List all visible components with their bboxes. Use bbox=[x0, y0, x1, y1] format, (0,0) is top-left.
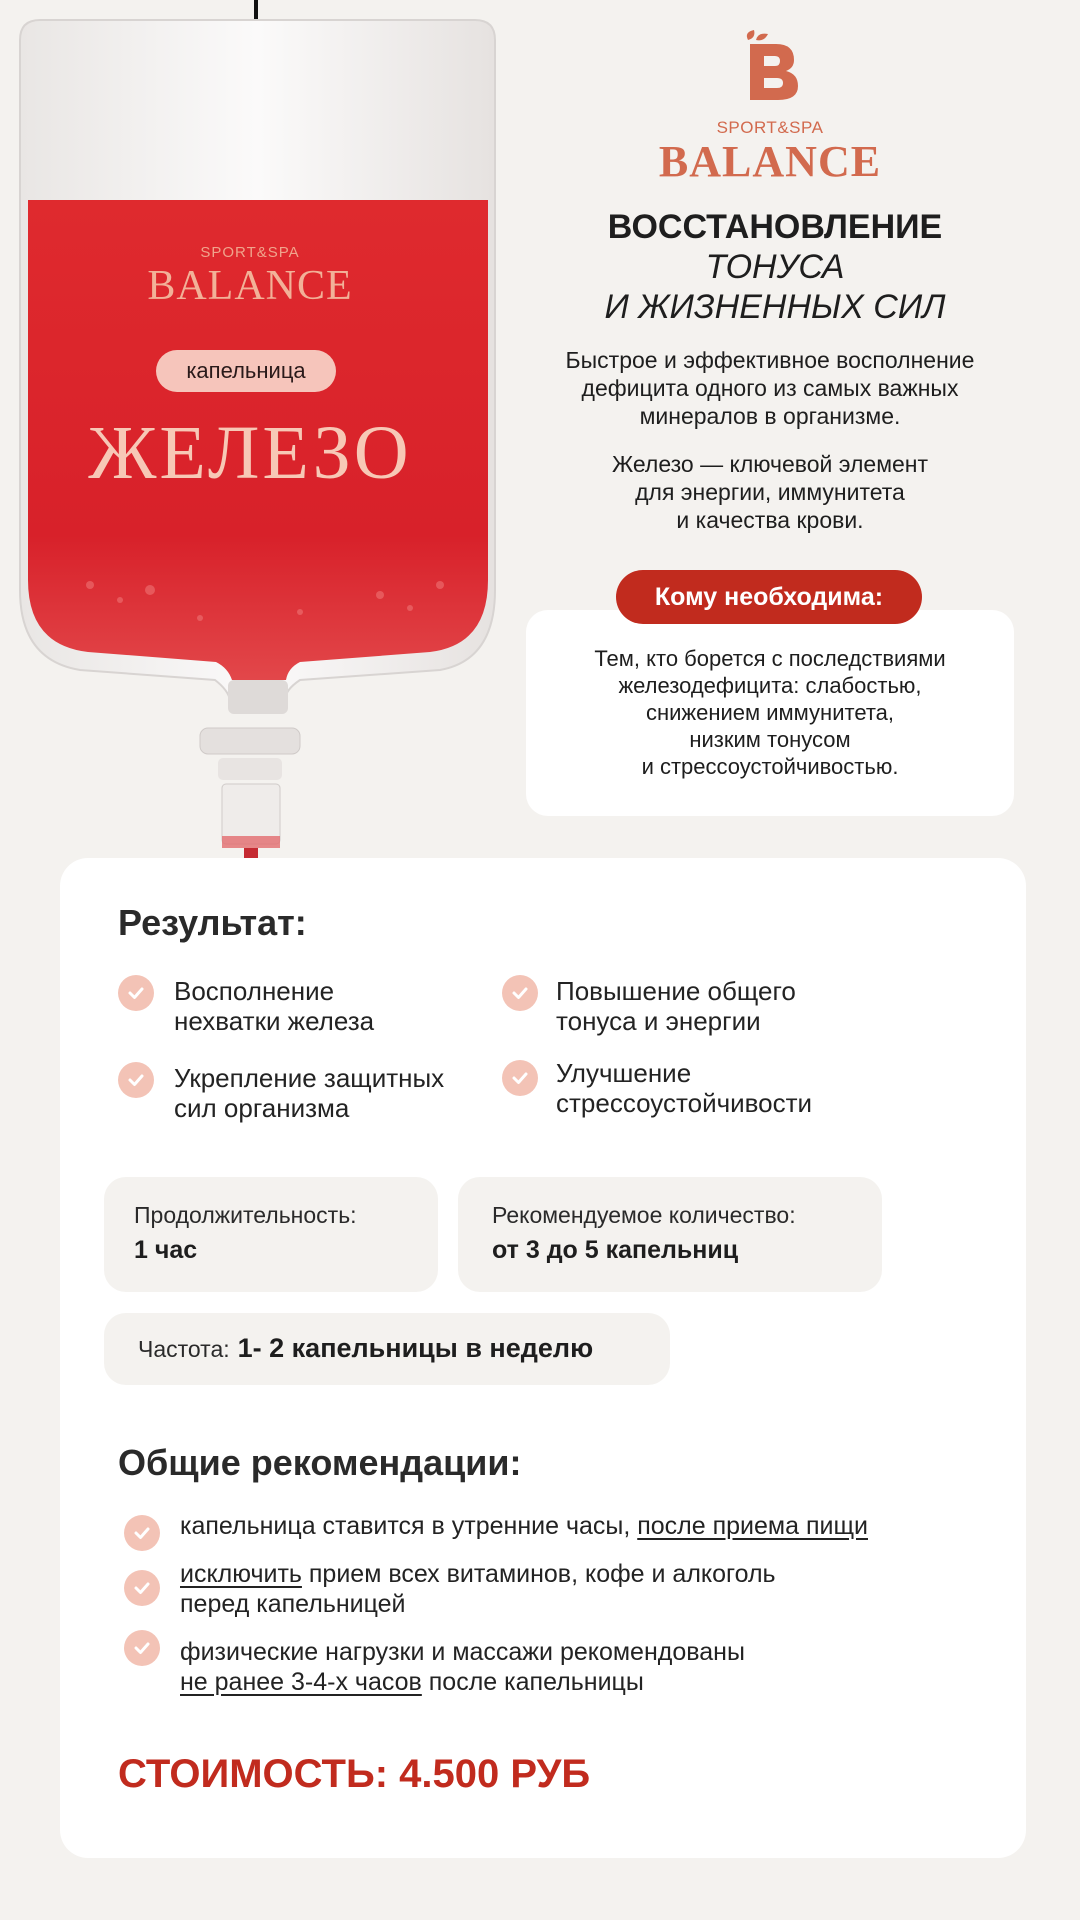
duration-value: 1 час bbox=[134, 1236, 198, 1264]
result-line: нехватки железа bbox=[174, 1006, 375, 1036]
rec-text: капельница ставится в утренние часы, bbox=[180, 1512, 638, 1540]
rec-emphasis: не ранее 3-4-х часов bbox=[180, 1668, 422, 1696]
frequency-value: 1- 2 капельницы в неделю bbox=[237, 1333, 594, 1363]
recommendation-item bbox=[180, 1559, 776, 1619]
result-line: стрессоустойчивости bbox=[556, 1088, 813, 1118]
lead-paragraph-2 bbox=[520, 450, 1020, 534]
result-item bbox=[556, 976, 796, 1036]
rec-emphasis: исключить bbox=[180, 1560, 302, 1588]
lead-2-line: для энергии, иммунитета bbox=[635, 479, 905, 505]
headline-line-2: ТОНУСА bbox=[705, 248, 845, 286]
count-value: от 3 до 5 капельниц bbox=[492, 1236, 739, 1264]
rec-emphasis: после приема пищи bbox=[637, 1512, 868, 1540]
balance-logo-icon bbox=[740, 30, 806, 102]
drip-liquid bbox=[222, 836, 280, 848]
lead-paragraph-1 bbox=[520, 346, 1020, 430]
bag-port bbox=[228, 680, 288, 714]
check-icon bbox=[118, 975, 154, 1011]
check-icon bbox=[502, 975, 538, 1011]
result-item bbox=[174, 1063, 444, 1123]
lead-2-line: Железо — ключевой элемент bbox=[611, 451, 929, 477]
bag-brand-sub: SPORT&SPA bbox=[200, 244, 300, 261]
who-line: снижением иммунитета, bbox=[645, 700, 895, 725]
lead-1-line: дефицита одного из самых важных bbox=[581, 375, 959, 401]
recommendations-title: Общие рекомендации: bbox=[118, 1442, 522, 1483]
bag-brand-name: BALANCE bbox=[147, 263, 353, 309]
result-line: сил организма bbox=[174, 1093, 350, 1123]
rec-text: физические нагрузки и массажи рекомендованы bbox=[180, 1638, 745, 1666]
result-line: Восполнение bbox=[174, 976, 335, 1006]
target-audience-text bbox=[540, 645, 1000, 780]
check-icon bbox=[124, 1515, 160, 1551]
bag-connector bbox=[200, 728, 300, 754]
result-line: Укрепление защитных bbox=[174, 1063, 445, 1093]
frequency-row bbox=[138, 1333, 593, 1364]
target-audience-label: Кому необходима: bbox=[616, 570, 922, 624]
result-line: Улучшение bbox=[556, 1058, 692, 1088]
drip-chamber bbox=[222, 784, 280, 844]
bag-title: ЖЕЛЕЗО bbox=[88, 411, 412, 495]
result-line: тонуса и энергии bbox=[556, 1006, 761, 1036]
lead-2-line: и качества крови. bbox=[676, 507, 864, 533]
who-line: железодефицита: слабостью, bbox=[618, 673, 922, 698]
count-box bbox=[458, 1177, 882, 1292]
who-line: Тем, кто борется с последствиями bbox=[594, 646, 946, 671]
recommendation-item bbox=[180, 1637, 745, 1697]
rec-text: после капельницы bbox=[421, 1668, 644, 1696]
recommendation-item bbox=[180, 1511, 868, 1541]
result-line: Повышение общего bbox=[556, 976, 796, 1006]
check-icon bbox=[124, 1630, 160, 1666]
results-title: Результат: bbox=[118, 902, 307, 943]
frequency-label: Частота: bbox=[138, 1336, 230, 1362]
headline-line-3: И ЖИЗНЕННЫХ СИЛ bbox=[604, 288, 946, 326]
check-icon bbox=[124, 1570, 160, 1606]
bag-pill-label: капельница bbox=[156, 350, 336, 392]
check-icon bbox=[502, 1060, 538, 1096]
who-line: и стрессоустойчивостью. bbox=[641, 754, 899, 779]
rec-text: перед капельницей bbox=[180, 1590, 406, 1618]
duration-label: Продолжительность: bbox=[134, 1202, 357, 1228]
who-line: низким тонусом bbox=[689, 727, 851, 752]
headline-line-1: ВОССТАНОВЛЕНИЕ bbox=[607, 208, 943, 246]
lead-1-line: Быстрое и эффективное восполнение bbox=[565, 347, 975, 373]
lead-1-line: минералов в организме. bbox=[639, 403, 901, 429]
price: СТОИМОСТЬ: 4.500 РУБ bbox=[118, 1752, 591, 1796]
result-item bbox=[174, 976, 374, 1036]
check-icon bbox=[118, 1062, 154, 1098]
bag-connector-lower bbox=[218, 758, 282, 780]
count-label: Рекомендуемое количество: bbox=[492, 1202, 796, 1228]
result-item bbox=[556, 1058, 812, 1118]
logo-name: BALANCE bbox=[658, 137, 882, 186]
rec-text: прием всех витаминов, кофе и алкоголь bbox=[301, 1560, 776, 1588]
duration-box bbox=[104, 1177, 438, 1292]
logo-sub: SPORT&SPA bbox=[716, 118, 824, 137]
